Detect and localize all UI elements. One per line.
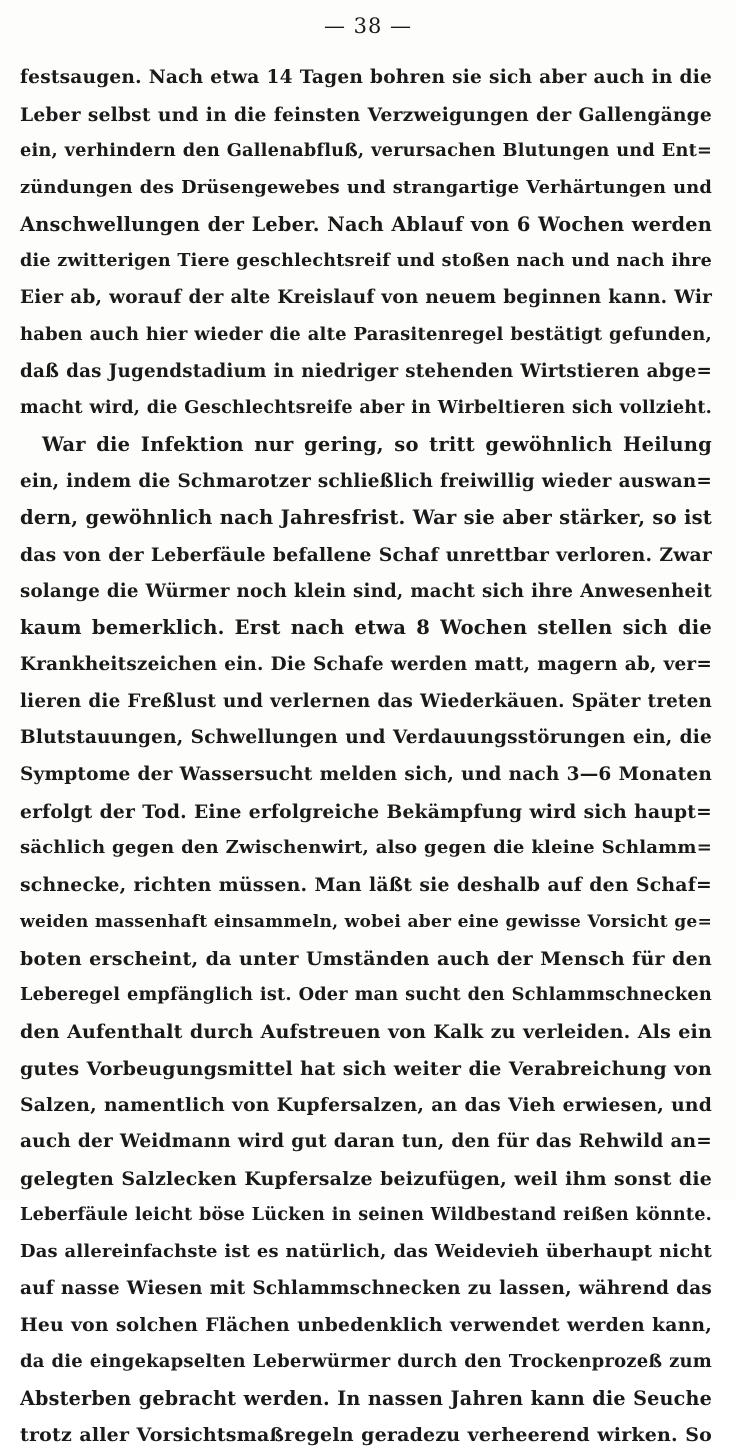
text-line: macht wird, die Geschlechtsreife aber in Wirbeltieren sich vollzieht. — [20, 397, 712, 419]
text-line: Eier ab, worauf der alte Kreislauf von neuem beginnen kann. Wir — [20, 287, 712, 309]
text-line: auf nasse Wiesen mit Schlammschnecken zu lassen, während das — [20, 1277, 712, 1299]
text-line: zündungen des Drüsengewebes und strangartige Verhärtungen und — [20, 177, 712, 199]
text-line: sächlich gegen den Zwischenwirt, also gegen die kleine Schlamm= — [20, 837, 712, 859]
body-text — [20, 60, 712, 1454]
text-line: Das allereinfachste ist es natürlich, das Weidevieh überhaupt nicht — [20, 1241, 712, 1262]
text-line: lieren die Freßlust und verlernen das Wiederkäuen. Später treten — [20, 690, 712, 712]
text-line: das von der Leberfäule befallene Schaf unrettbar verloren. Zwar — [20, 543, 712, 566]
text-line: gutes Vorbeugungsmittel hat sich weiter die Verabreichung von — [20, 1057, 712, 1080]
text-line: Leberfäule leicht böse Lücken in seinen Wildbestand reißen könnte. — [20, 1204, 712, 1226]
text-line: Leberegel empfänglich ist. Oder man sucht den Schlammschnecken — [20, 984, 712, 1006]
text-line: boten erscheint, da unter Umständen auch der Mensch für den — [20, 946, 712, 970]
text-line: haben auch hier wieder die alte Parasitenregel bestätigt gefunden, — [20, 323, 712, 345]
text-line: Anschwellungen der Leber. Nach Ablauf von 6 Wochen werden — [20, 212, 712, 236]
text-line: weiden massenhaft einsammeln, wobei aber eine gewisse Vorsicht ge= — [20, 911, 712, 932]
text-line: daß das Jugendstadium in niedriger stehenden Wirtstieren abge= — [20, 360, 712, 382]
text-line: ein, verhindern den Gallenabfluß, verursachen Blutungen und Ent= — [20, 140, 712, 162]
text-line: kaum bemerklich. Erst nach etwa 8 Wochen stellen sich die — [20, 616, 712, 640]
text-line: ein, indem die Schmarotzer schließlich freiwillig wieder auswan= — [20, 470, 712, 492]
text-line: Heu von solchen Flächen unbedenklich verwendet werden kann, — [20, 1314, 712, 1337]
text-line: Leber selbst und in die feinsten Verzweigungen der Gallengänge — [20, 103, 712, 126]
text-line: Symptome der Wassersucht melden sich, und nach 3—6 Monaten — [20, 764, 712, 786]
text-line: erfolgt der Tod. Eine erfolgreiche Bekämpfung wird sich haupt= — [20, 800, 712, 823]
page-number: — 38 — — [323, 14, 413, 38]
text-line: solange die Würmer noch klein sind, macht sich ihre Anwesenheit — [20, 580, 712, 602]
text-line: War die Infektion nur gering, so tritt gewöhnlich Heilung — [42, 432, 712, 456]
text-line: den Aufenthalt durch Aufstreuen von Kalk zu verleiden. Als ein — [20, 1020, 712, 1043]
text-line: die zwitterigen Tiere geschlechtsreif und stoßen nach und nach ihre — [20, 251, 712, 272]
text-line: Blutstauungen, Schwellungen und Verdauungsstörungen ein, die — [20, 727, 712, 749]
text-line: da die eingekapselten Leberwürmer durch den Trockenprozeß zum — [20, 1351, 712, 1373]
text-line: gelegten Salzlecken Kupfersalze beizufügen, weil ihm sonst die — [20, 1167, 712, 1190]
text-line: Salzen, namentlich von Kupfersalzen, an das Vieh erwiesen, und — [20, 1094, 712, 1117]
text-line: Krankheitszeichen ein. Die Schafe werden matt, magern ab, ver= — [20, 654, 712, 675]
text-line: schnecke, richten müssen. Man läßt sie deshalb auf den Schaf= — [20, 874, 712, 897]
text-line: trotz aller Vorsichtsmaßregeln geradezu verheerend wirken. So — [20, 1424, 712, 1447]
text-line: festsaugen. Nach etwa 14 Tagen bohren sie sich aber auch in die — [20, 67, 712, 88]
text-line: auch der Weidmann wird gut daran tun, den für das Rehwild an= — [20, 1130, 712, 1152]
text-line: dern, gewöhnlich nach Jahresfrist. War sie aber stärker, so ist — [20, 506, 712, 530]
text-line: Absterben gebracht werden. In nassen Jahren kann die Seuche — [20, 1386, 712, 1410]
